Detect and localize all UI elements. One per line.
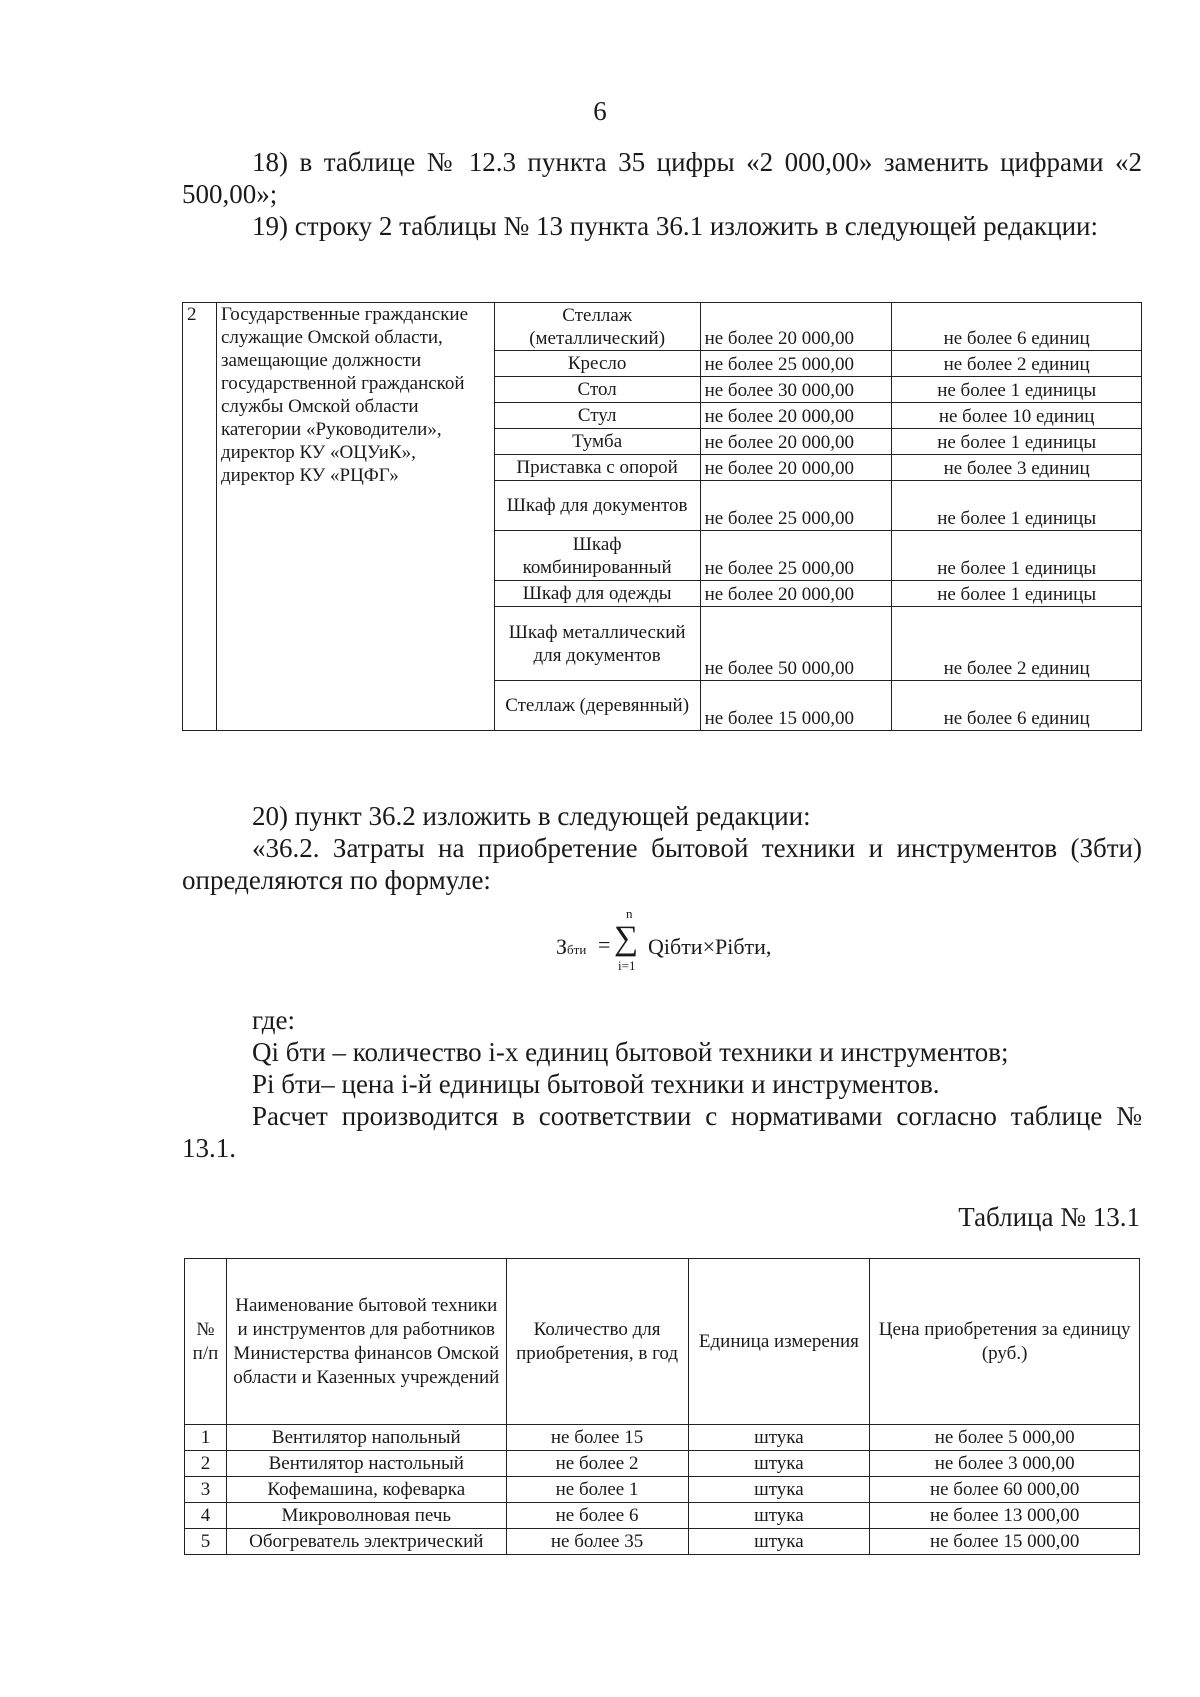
furniture-item: Стеллаж (металлический) [494, 303, 700, 351]
furniture-item: Приставка с опорой [494, 455, 700, 481]
furniture-item: Стеллаж (деревянный) [494, 681, 700, 731]
price-cell: не более 20 000,00 [700, 403, 892, 429]
unit-cell: штука [688, 1477, 870, 1503]
appliance-name: Вентилятор настольный [226, 1451, 506, 1477]
furniture-item: Шкаф металлический для документов [494, 607, 700, 681]
quantity-cell: не более 1 единицы [892, 531, 1142, 581]
appliance-name: Вентилятор напольный [226, 1425, 506, 1451]
price-cell: не более 20 000,00 [700, 581, 892, 607]
header-name: Наименование бытовой техники и инструментов для работников Министерства финансов Омской области и Казенных учреждений [226, 1259, 506, 1425]
cost-formula [0, 906, 1200, 976]
unit-cell: штука [688, 1425, 870, 1451]
table-13-1 [184, 1258, 1140, 1555]
formula-z: Збти [556, 934, 587, 959]
price-cell: не более 60 000,00 [870, 1477, 1140, 1503]
quantity-cell: не более 1 единицы [892, 481, 1142, 531]
formula-equals: = [598, 932, 611, 957]
price-cell: не более 25 000,00 [700, 531, 892, 581]
row-number: 3 [185, 1477, 227, 1503]
table-13-row-2 [182, 302, 1142, 731]
quantity-cell: не более 2 [506, 1451, 688, 1477]
quantity-cell: не более 6 единиц [892, 681, 1142, 731]
unit-cell: штука [688, 1529, 870, 1555]
price-cell: не более 50 000,00 [700, 607, 892, 681]
furniture-item: Стол [494, 377, 700, 403]
where-label: где: [252, 1005, 295, 1035]
row-number: 1 [185, 1425, 227, 1451]
table-row [185, 1425, 1140, 1451]
furniture-item: Шкаф для документов [494, 481, 700, 531]
table-caption: Таблица № 13.1 [958, 1202, 1140, 1232]
quantity-cell: не более 1 единицы [892, 429, 1142, 455]
price-cell: не более 5 000,00 [870, 1425, 1140, 1451]
quantity-cell: не более 2 единиц [892, 607, 1142, 681]
furniture-item: Стул [494, 403, 700, 429]
furniture-item: Тумба [494, 429, 700, 455]
item-19: 19) строку 2 таблицы № 13 пункта 36.1 изложить в следующей редакции: [252, 211, 1098, 241]
quantity-cell: не более 6 [506, 1503, 688, 1529]
unit-cell: штука [688, 1451, 870, 1477]
furniture-item: Кресло [494, 351, 700, 377]
table-row [185, 1477, 1140, 1503]
formula-upper-limit: n [626, 906, 633, 921]
calc-note: Расчет производится в соответствии с нормативами согласно таблице № 13.1. [182, 1101, 1142, 1163]
quantity-cell: не более 35 [506, 1529, 688, 1555]
item-18: 18) в таблице № 12.3 пункта 35 цифры «2 000,00» заменить цифрами «2 500,00»; [182, 147, 1142, 209]
table-row [185, 1503, 1140, 1529]
price-cell: не более 15 000,00 [700, 681, 892, 731]
price-cell: не более 25 000,00 [700, 481, 892, 531]
row-number: 2 [185, 1451, 227, 1477]
furniture-item: Шкаф для одежды [494, 581, 700, 607]
header-quantity: Количество для приобретения, в год [506, 1259, 688, 1425]
sigma-icon: ∑ [614, 920, 639, 957]
quantity-cell: не более 15 [506, 1425, 688, 1451]
quantity-cell: не более 6 единиц [892, 303, 1142, 351]
formula-lower-limit: i=1 [618, 958, 636, 973]
price-cell: не более 30 000,00 [700, 377, 892, 403]
row-number: 5 [185, 1529, 227, 1555]
price-cell: не более 13 000,00 [870, 1503, 1140, 1529]
page-number: 6 [593, 96, 607, 126]
header-number: № п/п [185, 1259, 227, 1425]
quantity-cell: не более 1 [506, 1477, 688, 1503]
price-cell: не более 3 000,00 [870, 1451, 1140, 1477]
item-20: 20) пункт 36.2 изложить в следующей редакции: [252, 801, 811, 831]
header-price: Цена приобретения за единицу (руб.) [870, 1259, 1140, 1425]
table-row [185, 1529, 1140, 1555]
header-unit: Единица измерения [688, 1259, 870, 1425]
furniture-item: Шкаф комбинированный [494, 531, 700, 581]
table-row [185, 1451, 1140, 1477]
row-number: 2 [183, 303, 217, 731]
quantity-cell: не более 1 единицы [892, 377, 1142, 403]
q-definition: Qi бти – количество i-х единиц бытовой техники и инструментов; [252, 1037, 1009, 1067]
row-number: 4 [185, 1503, 227, 1529]
price-cell: не более 20 000,00 [700, 429, 892, 455]
quantity-cell: не более 1 единицы [892, 581, 1142, 607]
price-cell: не более 20 000,00 [700, 303, 892, 351]
employee-category: Государственные гражданские служащие Омской области, замещающие должности государственной гражданской службы Омской области категории «Руководители», директор КУ «ОЦУиК», директор КУ «РЦФГ» [216, 303, 494, 731]
appliance-name: Обогреватель электрический [226, 1529, 506, 1555]
quantity-cell: не более 2 единиц [892, 351, 1142, 377]
price-cell: не более 15 000,00 [870, 1529, 1140, 1555]
p-definition: Pi бти– цена i-й единицы бытовой техники и инструментов. [252, 1069, 940, 1099]
appliance-name: Кофемашина, кофеварка [226, 1477, 506, 1503]
quantity-cell: не более 3 единиц [892, 455, 1142, 481]
formula-terms: Qiбти×Piбти, [648, 934, 772, 959]
price-cell: не более 25 000,00 [700, 351, 892, 377]
item-36-2: «36.2. Затраты на приобретение бытовой техники и инструментов (Збти) определяются по формуле: [182, 833, 1142, 895]
unit-cell: штука [688, 1503, 870, 1529]
quantity-cell: не более 10 единиц [892, 403, 1142, 429]
appliance-name: Микроволновая печь [226, 1503, 506, 1529]
price-cell: не более 20 000,00 [700, 455, 892, 481]
table-row [183, 303, 1142, 351]
